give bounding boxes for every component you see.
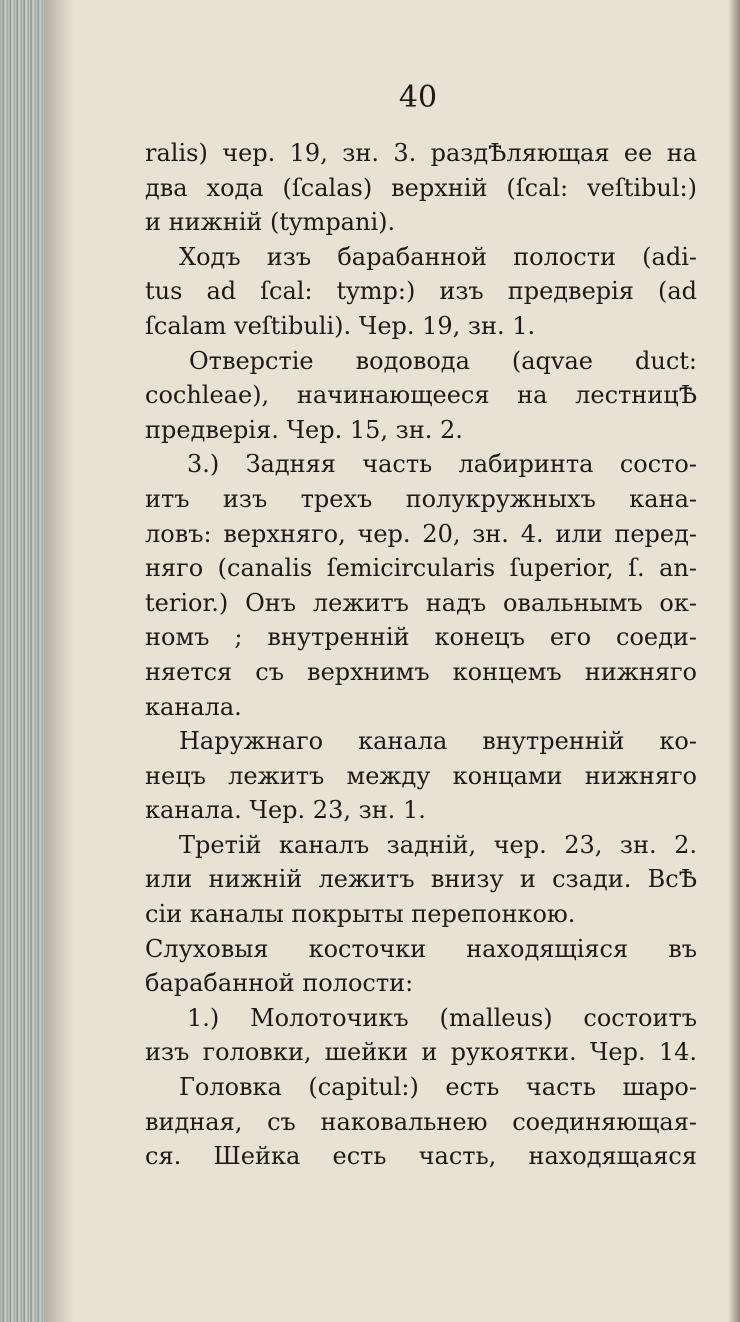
- text-line: няго (canalis ſemicircularis ſuperior, ſ. an-: [145, 554, 697, 583]
- text-line: ся. Шейка есть часть, находящаяся: [145, 1142, 697, 1171]
- text-line: 1.) Молоточикъ (malleus) состоитъ: [187, 1003, 697, 1032]
- text-line: 3.) Задняя часть лабиринта состо-: [187, 450, 697, 479]
- text-line: и нижній (tympani).: [145, 208, 396, 237]
- page-edge-shadow: [728, 0, 740, 1322]
- text-line: итъ изъ трехъ полукружныхъ кана-: [145, 484, 697, 513]
- text-line: предверія. Чер. 15, зн. 2.: [145, 415, 463, 444]
- text-line: канала.: [145, 692, 242, 721]
- text-line: ralis) чер. 19, зн. 3. раздѢляющая ее на: [145, 139, 697, 167]
- text-line: сіи каналы покрыты перепонкою.: [145, 900, 576, 929]
- text-line: Головка (capitul:) есть часть шаро-: [179, 1073, 697, 1102]
- text-line: канала. Чер. 23, зн. 1.: [145, 796, 426, 825]
- text-line: изъ головки, шейки и рукоятки. Чер. 14.: [145, 1038, 697, 1067]
- gutter-shadow: [44, 0, 74, 1322]
- text-line: видная, съ наковальнею соединяющая-: [145, 1107, 697, 1136]
- book-binding-edge: [0, 0, 44, 1322]
- page-number: 40: [398, 80, 438, 115]
- text-line: Наружнаго канала внутренній ко-: [179, 727, 697, 756]
- text-line: два хода (ſcalas) верхній (ſcal: veſtibul:): [145, 173, 697, 202]
- text-line: няется съ верхнимъ концемъ нижняго: [145, 657, 697, 686]
- text-line: нецъ лежитъ между концами нижняго: [145, 761, 697, 790]
- text-line: terior.) Онъ лежитъ надъ овальнымъ ок-: [145, 588, 697, 617]
- text-line: ſcalam veſtibuli). Чер. 19, зн. 1.: [145, 311, 536, 340]
- text-line: Третій каналъ задній, чер. 23, зн. 2.: [179, 830, 697, 859]
- text-line: Отверстіе водовода (aqvae duct:: [189, 346, 697, 375]
- text-line: номъ ; внутренній конецъ его соеди-: [145, 623, 697, 652]
- page-text-block: [145, 136, 697, 1174]
- text-line: cochleae), начинающееся на лестницѢ: [145, 381, 697, 410]
- text-line: tus ad ſcal: tymp:) изъ предверія (ad: [145, 277, 697, 306]
- text-line: барабанной полости:: [145, 969, 414, 998]
- text-line: Слуховыя косточки находящіяся въ: [145, 934, 697, 963]
- text-line: Ходъ изъ барабанной полости (adi-: [179, 242, 697, 271]
- text-line: ловъ: верхняго, чер. 20, зн. 4. или перед-: [145, 519, 697, 548]
- text-line: или нижній лежитъ внизу и сзади. ВсѢ: [145, 865, 697, 894]
